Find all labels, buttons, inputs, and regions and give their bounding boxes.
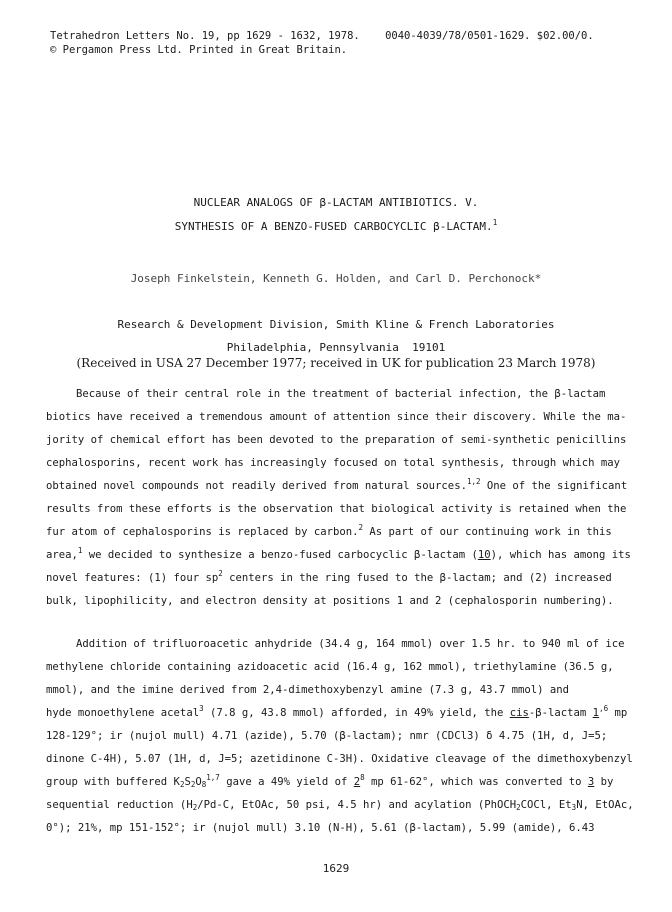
paragraph-2 [46,633,636,840]
page-number: 1629 [322,862,350,875]
compound-number: 1 [592,707,600,719]
text-line: jority of chemical effort has been devoted to the preparation of semi-synthetic penicillins [46,434,627,446]
compound-number: 10 [477,549,491,561]
footnote-ref: 1,2 [466,477,481,486]
text-line: 128-129°; ir (nujol mull) 4.71 (azide), 5.70 (β-lactam); nmr (CDCl3) δ 4.75 (1H, d, J=5; [46,730,608,742]
copyright-line: © Pergamon Press Ltd. Printed in Great Britain. [50,44,348,56]
title-line-2 [0,220,672,233]
text-line: 0°); 21%, mp 151-152°; ir (nujol mull) 3.10 (N-H), 5.61 (β-lactam), 5.99 (amide), 6.43 [46,822,595,834]
paragraph-1 [46,383,636,613]
footnote-ref: 3 [199,704,204,713]
text-line: fur atom of cephalosporins is replaced by carbon.$^2$ As part of our continuing work in this [46,523,612,538]
text-line: dinone C-4H), 5.07 (1H, d, J=5; azetidinone C-3H). Oxidative cleavage of the dimethoxybenzyl [46,753,633,765]
footnote-ref: ,6 [599,704,609,713]
text-line: area,$^1$ we decided to synthesize a benzo-fused carbocyclic β-lactam (10), which has among its [46,546,631,561]
journal-citation [50,30,594,42]
affiliation-line-2: Philadelphia, Pennsylvania 19101 [226,341,446,354]
text-line: group with buffered $K_2S_2O_8^{1,7}$ gave a 49% yield of $2^8$ mp 61-62°, which was converted to 3 by [46,773,614,789]
title-line-2-text: SYNTHESIS OF A BENZO-FUSED CARBOCYCLIC β-LACTAM. [174,220,493,233]
text-line: novel features: (1) four $sp^2$ centers in the ring fused to the β-lactam; and (2) increased [46,569,612,584]
text-line: methylene chloride containing azidoacetic acid (16.4 g, 162 mmol), triethylamine (36.5 g, [46,661,614,673]
footnote-ref: 2 [358,523,364,532]
text-line: sequential reduction ($H_2/Pd-C$, EtOAc, 50 psi, 4.5 hr) and acylation (PhOCH$_2$COCl, $Et_3N$, EtOAc, [46,799,634,812]
text-line: obtained novel compounds not readily derived from natural sources.$^{1,2}$ One of the significant [46,477,628,492]
compound-number: 2 [353,776,361,788]
text-line: results from these efforts is the observation that biological activity is retained when the [46,503,627,515]
footnote-ref: 1,7 [206,773,220,782]
text-line: hyde monoethylene acetal$^3$ (7.8 g, 43.8 mmol) afforded, in 49% yield, the cis-β-lactam $1^{,6}$ mp [46,704,628,719]
issn-price-line: 0040-4039/78/0501-1629. $02.00/0. [385,30,594,42]
received-dates: (Received in USA 27 December 1977; received in UK for publication 23 March 1978) [76,356,596,370]
footnote-ref: 8 [360,773,365,782]
affiliation-line-1: Research & Development Division, Smith Kline & French Laboratories [117,318,555,331]
title-footnote-ref: 1 [492,218,498,227]
text-line: Addition of trifluoroacetic anhydride (34.4 g, 164 mmol) over 1.5 hr. to 940 ml of ice [76,638,625,650]
authors: Joseph Finkelstein, Kenneth G. Holden, and Carl D. Perchonock* [130,272,542,285]
footnote-ref: 1 [77,546,83,555]
text-line: bulk, lipophilicity, and electron density at positions 1 and 2 (cephalosporin numbering). [46,595,614,607]
text-line: mmol), and the imine derived from 2,4-dimethoxybenzyl amine (7.3 g, 43.7 mmol) and [46,684,569,696]
text-line: Because of their central role in the treatment of bacterial infection, the β-lactam [76,388,606,400]
title-line-1: NUCLEAR ANALOGS OF β-LACTAM ANTIBIOTICS. V. [193,196,479,209]
compound-number: 3 [587,776,595,788]
journal-line: Tetrahedron Letters No. 19, pp 1629 - 1632, 1978. [50,30,360,42]
text-line: biotics have received a tremendous amount of attention since their discovery. While the ma- [46,411,627,423]
text-line: cephalosporins, recent work has increasingly focused on total synthesis, through which may [46,457,621,469]
